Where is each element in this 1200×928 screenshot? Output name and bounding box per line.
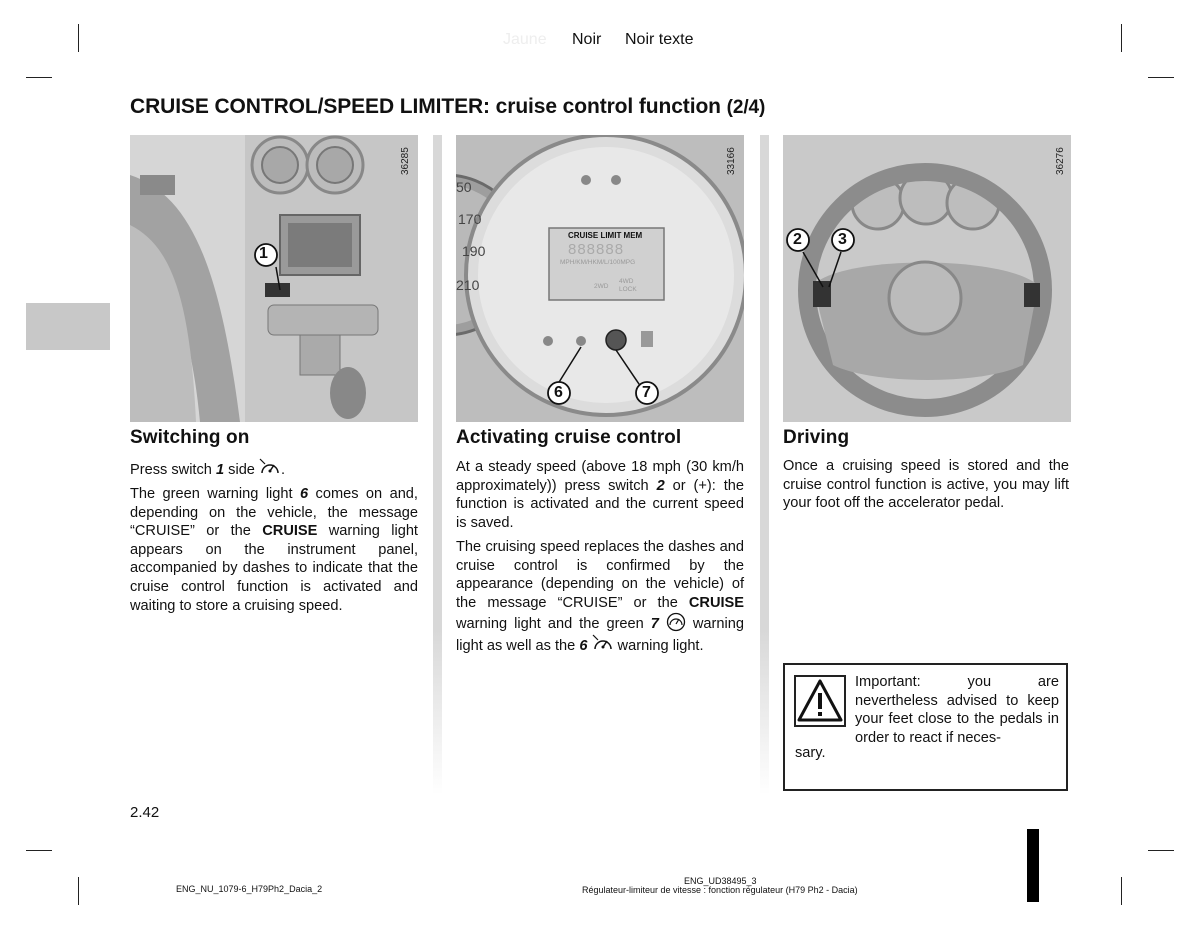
display-mode: 4WD bbox=[619, 278, 634, 285]
cruise-active-icon bbox=[666, 612, 686, 632]
footer-section-ref: ENG_UD38495_3 bbox=[684, 876, 757, 886]
warning-text-tail: sary. bbox=[795, 745, 826, 761]
paragraph bbox=[130, 458, 418, 480]
figure-id: 36285 bbox=[400, 147, 411, 175]
color-sep-noir: Noir bbox=[572, 31, 602, 48]
column-divider bbox=[760, 135, 769, 795]
text-span: Press switch bbox=[130, 462, 216, 478]
callout-1: 1 bbox=[259, 245, 268, 262]
text-span: side bbox=[224, 462, 259, 478]
display-units: MPH/KM/HKM/L/100MPG bbox=[560, 259, 636, 266]
page-title-text: CRUISE CONTROL/SPEED LIMITER: cruise control function bbox=[130, 95, 721, 118]
column-divider bbox=[433, 135, 442, 795]
crop-mark bbox=[1121, 24, 1122, 52]
gauge-tick-label: 190 bbox=[462, 243, 486, 259]
light-number: 7 bbox=[650, 616, 659, 633]
paragraph: Once a cruising speed is stored and the cruise control function is active, you may lift your foot off the accelerator pedal. bbox=[783, 458, 1069, 512]
display-digits: 888888 bbox=[568, 241, 625, 258]
text-span: The green warning light bbox=[130, 486, 300, 502]
text-span: warning light appears on the instrument panel, accompanied by dashes to indicate that the cruise control function is activated and waiting to store a cruising speed. bbox=[130, 523, 418, 614]
page-title-suffix: (2/4) bbox=[726, 97, 766, 118]
section-tab bbox=[26, 303, 110, 350]
light-number: 6 bbox=[579, 637, 588, 654]
color-sep-jaune: Jaune bbox=[503, 31, 547, 48]
callout-3: 3 bbox=[838, 231, 847, 248]
crop-mark bbox=[78, 877, 79, 905]
crop-mark bbox=[26, 850, 52, 851]
gauge-tick-label: 170 bbox=[458, 211, 482, 227]
crop-mark bbox=[78, 24, 79, 52]
crop-mark bbox=[26, 77, 52, 78]
page-title bbox=[130, 95, 765, 119]
switch-number: 1 bbox=[215, 462, 225, 478]
text-span: warning light and the green bbox=[456, 616, 651, 633]
figure-id: 36276 bbox=[1055, 147, 1066, 175]
warning-text: Important: you are nevertheless advised to keep your feet close to the pedals in order to react if neces- bbox=[855, 674, 1059, 746]
steering-wheel-illustration bbox=[783, 135, 1071, 422]
gauge-tick-label: 210 bbox=[456, 277, 480, 293]
display-header: CRUISE LIMIT MEM bbox=[568, 231, 643, 240]
display-mode: 2WD bbox=[594, 283, 609, 290]
heading-activating: Activating cruise control bbox=[456, 427, 682, 448]
warning-triangle-icon bbox=[796, 677, 844, 725]
figure-steering-wheel bbox=[783, 135, 1071, 422]
text-span: . bbox=[280, 462, 286, 478]
gauge-tick-label: 50 bbox=[456, 179, 472, 195]
figure-dashboard-switch bbox=[130, 135, 418, 422]
cruise-control-icon bbox=[259, 458, 281, 478]
switch-number: 2 bbox=[656, 477, 665, 494]
heading-switching-on: Switching on bbox=[130, 427, 250, 448]
text-span: The cruising speed replaces the dashes and cruise control is confirmed by the appearance (depending on the vehicle) of the message “CRUISE” or the bbox=[456, 539, 744, 611]
paragraph bbox=[456, 538, 744, 656]
paragraph bbox=[130, 485, 418, 615]
crop-mark bbox=[1148, 77, 1174, 78]
callout-6: 6 bbox=[554, 384, 563, 401]
text-span: or (+): the function is activated and the current speed is saved. bbox=[456, 477, 744, 531]
cruise-label: CRUISE bbox=[688, 594, 744, 611]
cruise-control-icon bbox=[592, 634, 614, 654]
callout-7: 7 bbox=[642, 384, 651, 401]
cruise-label: CRUISE bbox=[262, 523, 318, 540]
crop-mark bbox=[1121, 877, 1122, 905]
color-sep-noir-texte: Noir texte bbox=[625, 31, 694, 48]
light-number: 6 bbox=[300, 486, 309, 502]
text-span: warning light as well as the bbox=[456, 616, 744, 654]
heading-driving: Driving bbox=[783, 427, 850, 448]
callout-2: 2 bbox=[793, 231, 802, 248]
figure-id: 33166 bbox=[726, 147, 737, 175]
text-span: warning light. bbox=[613, 637, 704, 654]
footer-section-title: Régulateur-limiteur de vitesse : fonction régulateur (H79 Ph2 - Dacia) bbox=[582, 885, 858, 895]
display-mode: LOCK bbox=[619, 286, 637, 293]
paragraph bbox=[456, 458, 744, 532]
text-span: At a steady speed (above 18 mph (30 km/h approximately)) press switch bbox=[456, 459, 744, 494]
instrument-cluster-illustration bbox=[456, 135, 744, 422]
thumb-index-bar bbox=[1027, 829, 1039, 902]
warning-box bbox=[783, 663, 1068, 791]
text-span: comes on and, depending on the vehicle, the message “CRUISE” or the bbox=[130, 486, 418, 540]
dashboard-illustration bbox=[130, 135, 418, 422]
page-number: 2.42 bbox=[130, 804, 160, 821]
warning-frame bbox=[794, 675, 846, 727]
crop-mark bbox=[1148, 850, 1174, 851]
footer-doc-ref: ENG_NU_1079-6_H79Ph2_Dacia_2 bbox=[176, 884, 323, 894]
figure-instrument-cluster bbox=[456, 135, 744, 422]
